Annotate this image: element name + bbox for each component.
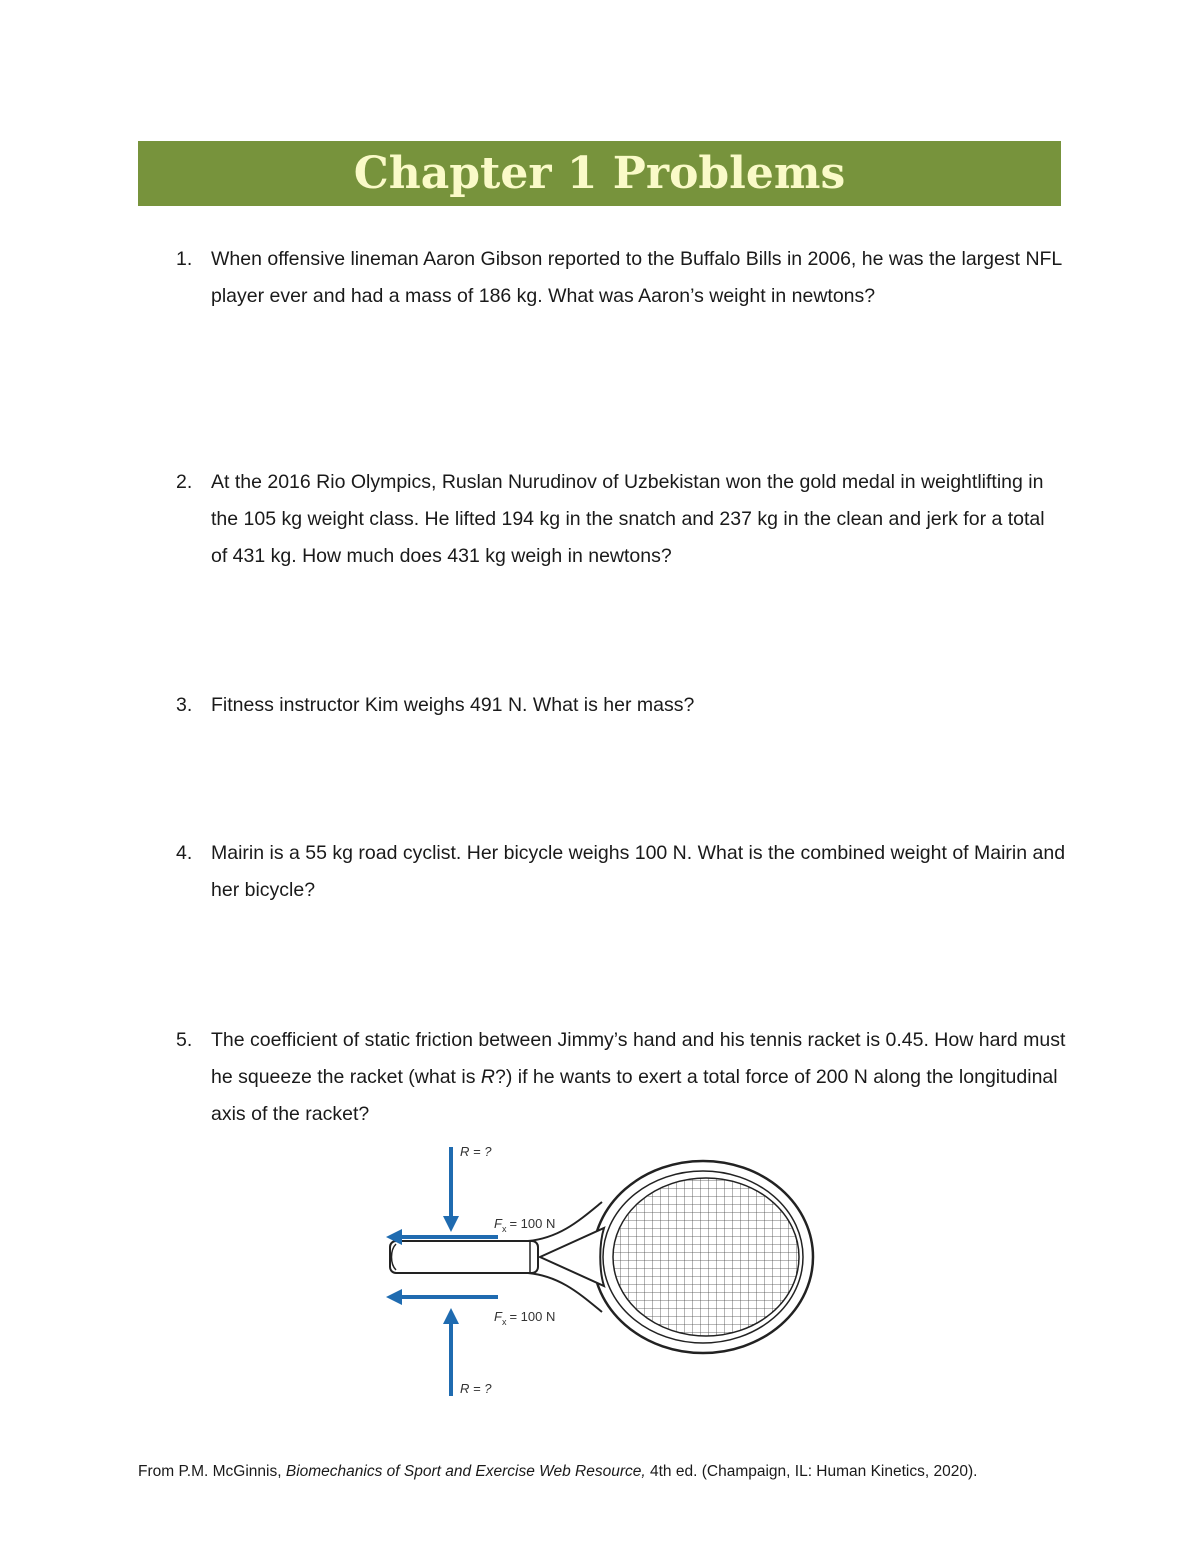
problem-number: 1. xyxy=(176,248,193,270)
friction-force-top-label xyxy=(494,1216,555,1234)
label-text: R = ? xyxy=(460,1144,492,1159)
friction-force-bottom-label xyxy=(494,1309,555,1327)
problem-text xyxy=(211,1022,1066,1133)
problem-item xyxy=(176,241,1066,315)
problem-number: 3. xyxy=(176,694,193,716)
racket-head xyxy=(593,1161,813,1353)
label-subscript: x xyxy=(501,1224,507,1234)
normal-force-bottom-label xyxy=(460,1381,492,1396)
problem-number: 5. xyxy=(176,1029,193,1051)
problem-number: 2. xyxy=(176,471,193,493)
label-value: = 100 N xyxy=(509,1309,556,1324)
label-symbol: F xyxy=(494,1309,502,1324)
label-symbol: F xyxy=(494,1216,502,1231)
tennis-racket-force-diagram xyxy=(380,1140,820,1402)
citation-book-title: Biomechanics of Sport and Exercise Web Resource, xyxy=(285,1463,646,1480)
problem-item xyxy=(176,1022,1066,1133)
label-subscript: x xyxy=(501,1317,507,1327)
citation-footer xyxy=(138,1463,1078,1481)
normal-force-top-label xyxy=(460,1144,492,1159)
problem-text-part: The coefficient of static friction between Jimmy’s hand and his tennis racket is 0.45. How hard must he squeeze the racket (what is xyxy=(211,1029,1066,1088)
problem-item xyxy=(176,687,1066,724)
problem-text-part: ?) if he wants to exert a total force of 200 N along the longitudinal axis of the racket? xyxy=(211,1066,1058,1125)
problem-text: At the 2016 Rio Olympics, Ruslan Nurudinov of Uzbekistan won the gold medal in weightlifting in the 105 kg weight class. He lifted 194 kg in the snatch and 237 kg in the clean and jerk for a total of 431 kg. How much does 431 kg weigh in newtons? xyxy=(211,471,1045,567)
page-title: Chapter 1 Problems xyxy=(353,148,846,199)
citation-suffix: 4th ed. (Champaign, IL: Human Kinetics, 2020). xyxy=(645,1463,978,1480)
problem-item xyxy=(176,464,1066,575)
racket-handle xyxy=(390,1241,538,1273)
label-text: R = ? xyxy=(460,1381,492,1396)
problem-number: 4. xyxy=(176,842,193,864)
problem-text: When offensive lineman Aaron Gibson reported to the Buffalo Bills in 2006, he was the largest NFL player ever and had a mass of 186 kg. What was Aaron’s weight in newtons? xyxy=(211,248,1062,307)
title-banner xyxy=(138,141,1061,206)
problem-text: Mairin is a 55 kg road cyclist. Her bicycle weighs 100 N. What is the combined weight of Mairin and her bicycle? xyxy=(211,842,1066,901)
label-value: = 100 N xyxy=(509,1216,556,1231)
problem-item xyxy=(176,835,1066,909)
citation-prefix: From P.M. McGinnis, xyxy=(138,1463,286,1480)
problem-text-variable: R xyxy=(480,1066,495,1088)
problem-text: Fitness instructor Kim weighs 491 N. What is her mass? xyxy=(211,694,695,716)
